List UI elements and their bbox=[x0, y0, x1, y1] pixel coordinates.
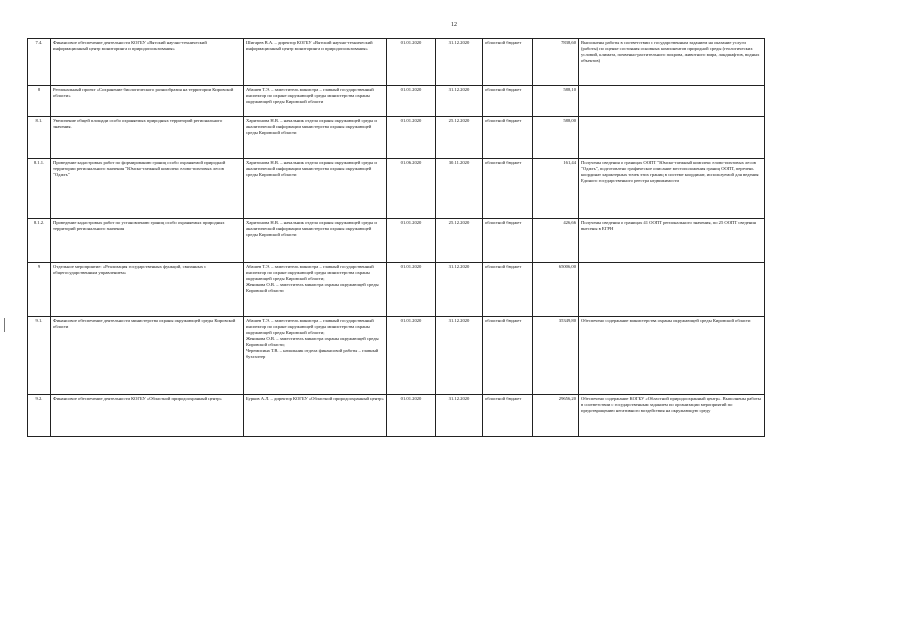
start-date: 01.01.2020 bbox=[387, 317, 436, 395]
row-number: 8.1. bbox=[28, 117, 51, 159]
end-date: 25.12.2020 bbox=[436, 117, 483, 159]
responsible-executor: Абашев Т.Э. – заместитель министра – главный государственный инспектор по охране окружающей среды министерства охраны окружающей среды Кировской области bbox=[244, 86, 387, 117]
responsible-executor: Шигарев В.А. – директор КОГБУ «Вятский научно-технический информационный центр мониторинга и природопользования» bbox=[244, 39, 387, 86]
start-date: 01.01.2020 bbox=[387, 395, 436, 437]
row-number: 8.1.2. bbox=[28, 219, 51, 263]
activity-name: Проведение кадастровых работ по формированию границ особо охраняемой природной территории регионального значения "Юмско-таежный комплекс елово-пихтовых лесов "Оджть" bbox=[51, 159, 244, 219]
activity-name: Финансовое обеспечение деятельности КОГБУ «Вятский научно-технический информационный центр мониторинга и природопользования» bbox=[51, 39, 244, 86]
table-row bbox=[28, 263, 765, 317]
end-date: 31.12.2020 bbox=[436, 317, 483, 395]
page-number: 12 bbox=[451, 22, 457, 28]
start-date: 01.06.2020 bbox=[387, 159, 436, 219]
end-date: 31.12.2020 bbox=[436, 86, 483, 117]
responsible-executor: Бурков А.Л. – директор КОГБУ «Областной природоохранный центр» bbox=[244, 395, 387, 437]
table-row bbox=[28, 117, 765, 159]
funding-source: областной бюджет bbox=[483, 86, 533, 117]
end-date: 30.11.2020 bbox=[436, 159, 483, 219]
expected-result: Получены сведения о границах 41 ООПТ регионального значения, по 25 ООПТ сведения внесены в ЕГРН bbox=[579, 219, 765, 263]
start-date: 01.01.2020 bbox=[387, 117, 436, 159]
funding-source: областной бюджет bbox=[483, 263, 533, 317]
responsible-executor: Абашев Т.Э. – заместитель министра – главный государственный инспектор по охране окружающей среды министерства охраны окружающей среды Кировской области; Женикова О.В. – заместитель министра охраны окружающей среды Кировской области bbox=[244, 263, 387, 317]
row-number: 9 bbox=[28, 263, 51, 317]
funding-amount: 588,00 bbox=[533, 117, 579, 159]
funding-amount: 65006,00 bbox=[533, 263, 579, 317]
funding-source: областной бюджет bbox=[483, 317, 533, 395]
expected-result: Обеспечено содержание министерства охраны окружающей среды Кировской области bbox=[579, 317, 765, 395]
program-activities-table bbox=[27, 38, 765, 437]
activity-name: Региональный проект «Сохранение биологического разнообразия на территории Кировской области» bbox=[51, 86, 244, 117]
table-row bbox=[28, 86, 765, 117]
table-row bbox=[28, 317, 765, 395]
row-number: 8 bbox=[28, 86, 51, 117]
funding-source: областной бюджет bbox=[483, 219, 533, 263]
margin-mark bbox=[4, 318, 5, 332]
expected-result: Получены сведения о границах ООПТ "Юмско-таежный комплекс елово-пихтовых лесов "Оджть", подготовлено графическое описание местоположения границ ООПТ, перечень координат характерных точек этих границ в системе координат, используемой для ведения Единого государственного реестра недвижимости bbox=[579, 159, 765, 219]
funding-amount: 588,10 bbox=[533, 86, 579, 117]
activity-name: Проведение кадастровых работ по установлению границ особо охраняемых природных территорий регионального значения bbox=[51, 219, 244, 263]
funding-amount: 35349,80 bbox=[533, 317, 579, 395]
activity-name: Отдельное мероприятие: «Реализация государственных функций, связанных с общегосударственным управлением» bbox=[51, 263, 244, 317]
end-date: 31.12.2020 bbox=[436, 39, 483, 86]
responsible-executor: Абашев Т.Э. – заместитель министра – главный государственный инспектор по охране окружающей среды министерства охраны окружающей среды Кировской области; Женикова О.В. – заместитель министра охраны окружающей среды Кировской области; Черемисина Т.В. – начальник отдела финансовой работы – главный бухгалтер bbox=[244, 317, 387, 395]
funding-amount: 7838,60 bbox=[533, 39, 579, 86]
table-row bbox=[28, 395, 765, 437]
funding-amount: 161,44 bbox=[533, 159, 579, 219]
start-date: 01.01.2020 bbox=[387, 219, 436, 263]
expected-result bbox=[579, 86, 765, 117]
activity-name: Финансовое обеспечение деятельности министерства охраны окружающей среды Кировской области bbox=[51, 317, 244, 395]
start-date: 01.01.2020 bbox=[387, 86, 436, 117]
funding-amount: 426,66 bbox=[533, 219, 579, 263]
funding-source: областной бюджет bbox=[483, 159, 533, 219]
end-date: 31.12.2020 bbox=[436, 395, 483, 437]
start-date: 01.01.2020 bbox=[387, 39, 436, 86]
end-date: 31.12.2020 bbox=[436, 263, 483, 317]
table-row bbox=[28, 159, 765, 219]
table-row bbox=[28, 39, 765, 86]
row-number: 9.2. bbox=[28, 395, 51, 437]
responsible-executor: Харитонова Н.В. – начальник отдела охраны окружающей среды и аналитической информации министерства охраны окружающей среды Кировской области bbox=[244, 219, 387, 263]
funding-source: областной бюджет bbox=[483, 395, 533, 437]
funding-amount: 29656,20 bbox=[533, 395, 579, 437]
row-number: 9.1. bbox=[28, 317, 51, 395]
expected-result bbox=[579, 117, 765, 159]
row-number: 8.1.1. bbox=[28, 159, 51, 219]
responsible-executor: Харитонова Н.В. – начальник отдела охраны окружающей среды и аналитической информации министерства охраны окружающей среды Кировской области bbox=[244, 159, 387, 219]
end-date: 25.12.2020 bbox=[436, 219, 483, 263]
row-number: 7.4. bbox=[28, 39, 51, 86]
activity-name: Финансовое обеспечение деятельности КОГБУ «Областной природоохранный центр» bbox=[51, 395, 244, 437]
funding-source: областной бюджет bbox=[483, 39, 533, 86]
start-date: 01.01.2020 bbox=[387, 263, 436, 317]
funding-source: областной бюджет bbox=[483, 117, 533, 159]
activity-name: Увеличение общей площади особо охраняемых природных территорий регионального значения. bbox=[51, 117, 244, 159]
expected-result: Выполнены работы в соответствии с государственным заданием на оказание услуги (работы) по оценке состояния основных компонентов природной среды (геологических условий, климата, почвенно-растительного покрова, животного мира, ландшафтов, водных объектов) bbox=[579, 39, 765, 86]
table-row bbox=[28, 219, 765, 263]
expected-result: Обеспечено содержание КОГБУ «Областной природоохранный центр». Выполнены работы в соответствии с государственным заданием по организации мероприятий по предотвращению негативного воздействия на окружающую среду bbox=[579, 395, 765, 437]
responsible-executor: Харитонова Н.В. – начальник отдела охраны окружающей среды и аналитической информации министерства охраны окружающей среды Кировской области bbox=[244, 117, 387, 159]
expected-result bbox=[579, 263, 765, 317]
